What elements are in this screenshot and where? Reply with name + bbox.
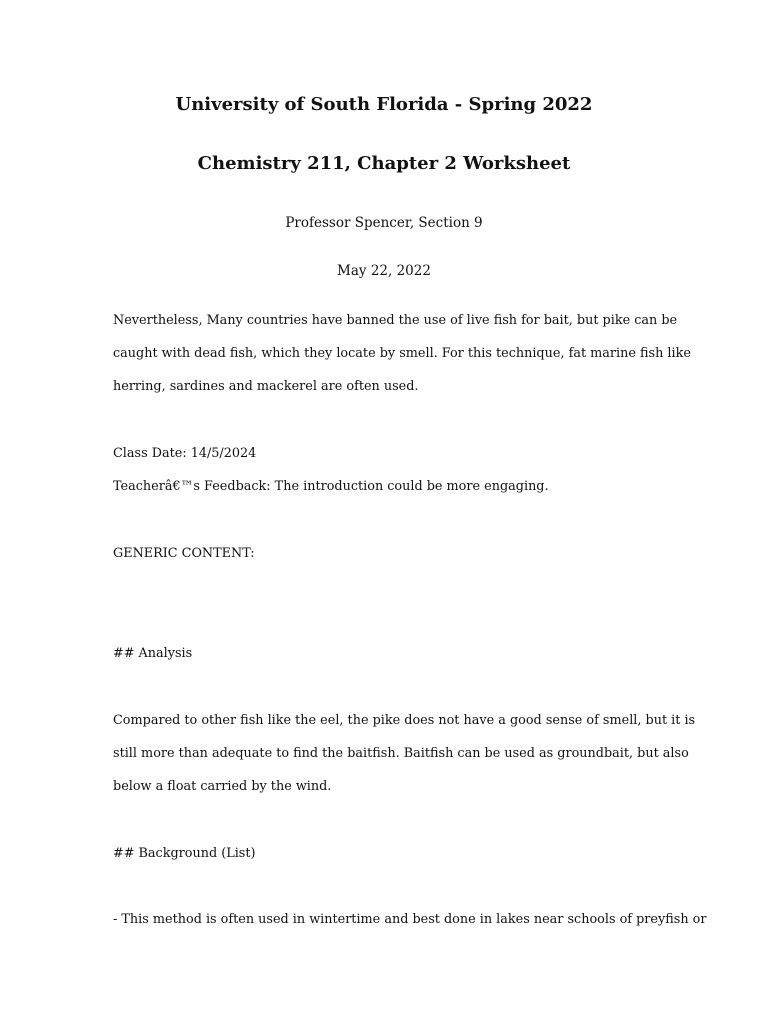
document-title: University of South Florida - Spring 2022	[175, 94, 593, 115]
professor-line: Professor Spencer, Section 9	[285, 215, 483, 231]
class-date: Class Date: 14/5/2024	[113, 446, 257, 461]
teacher-feedback: Teacherâ€™s Feedback: The introduction could be more engaging.	[113, 479, 549, 494]
intro-line-2: caught with dead fish, which they locate by smell. For this technique, fat marine fish like	[113, 346, 691, 361]
analysis-line-3: below a float carried by the wind.	[113, 779, 332, 794]
document-date: May 22, 2022	[337, 263, 431, 279]
analysis-line-1: Compared to other fish like the eel, the pike does not have a good sense of smell, but it is	[113, 713, 696, 728]
document-subtitle: Chemistry 211, Chapter 2 Worksheet	[197, 153, 571, 174]
analysis-heading: ## Analysis	[113, 646, 193, 661]
analysis-line-2: still more than adequate to find the baitfish. Baitfish can be used as groundbait, but also	[113, 746, 689, 761]
generic-content-label: GENERIC CONTENT:	[113, 546, 255, 561]
intro-line-3: herring, sardines and mackerel are often used.	[113, 379, 419, 394]
background-list-item: - This method is often used in wintertime and best done in lakes near schools of preyfish or	[113, 912, 707, 927]
intro-line-1: Nevertheless, Many countries have banned the use of live fish for bait, but pike can be	[113, 313, 678, 328]
background-heading: ## Background (List)	[113, 846, 256, 861]
